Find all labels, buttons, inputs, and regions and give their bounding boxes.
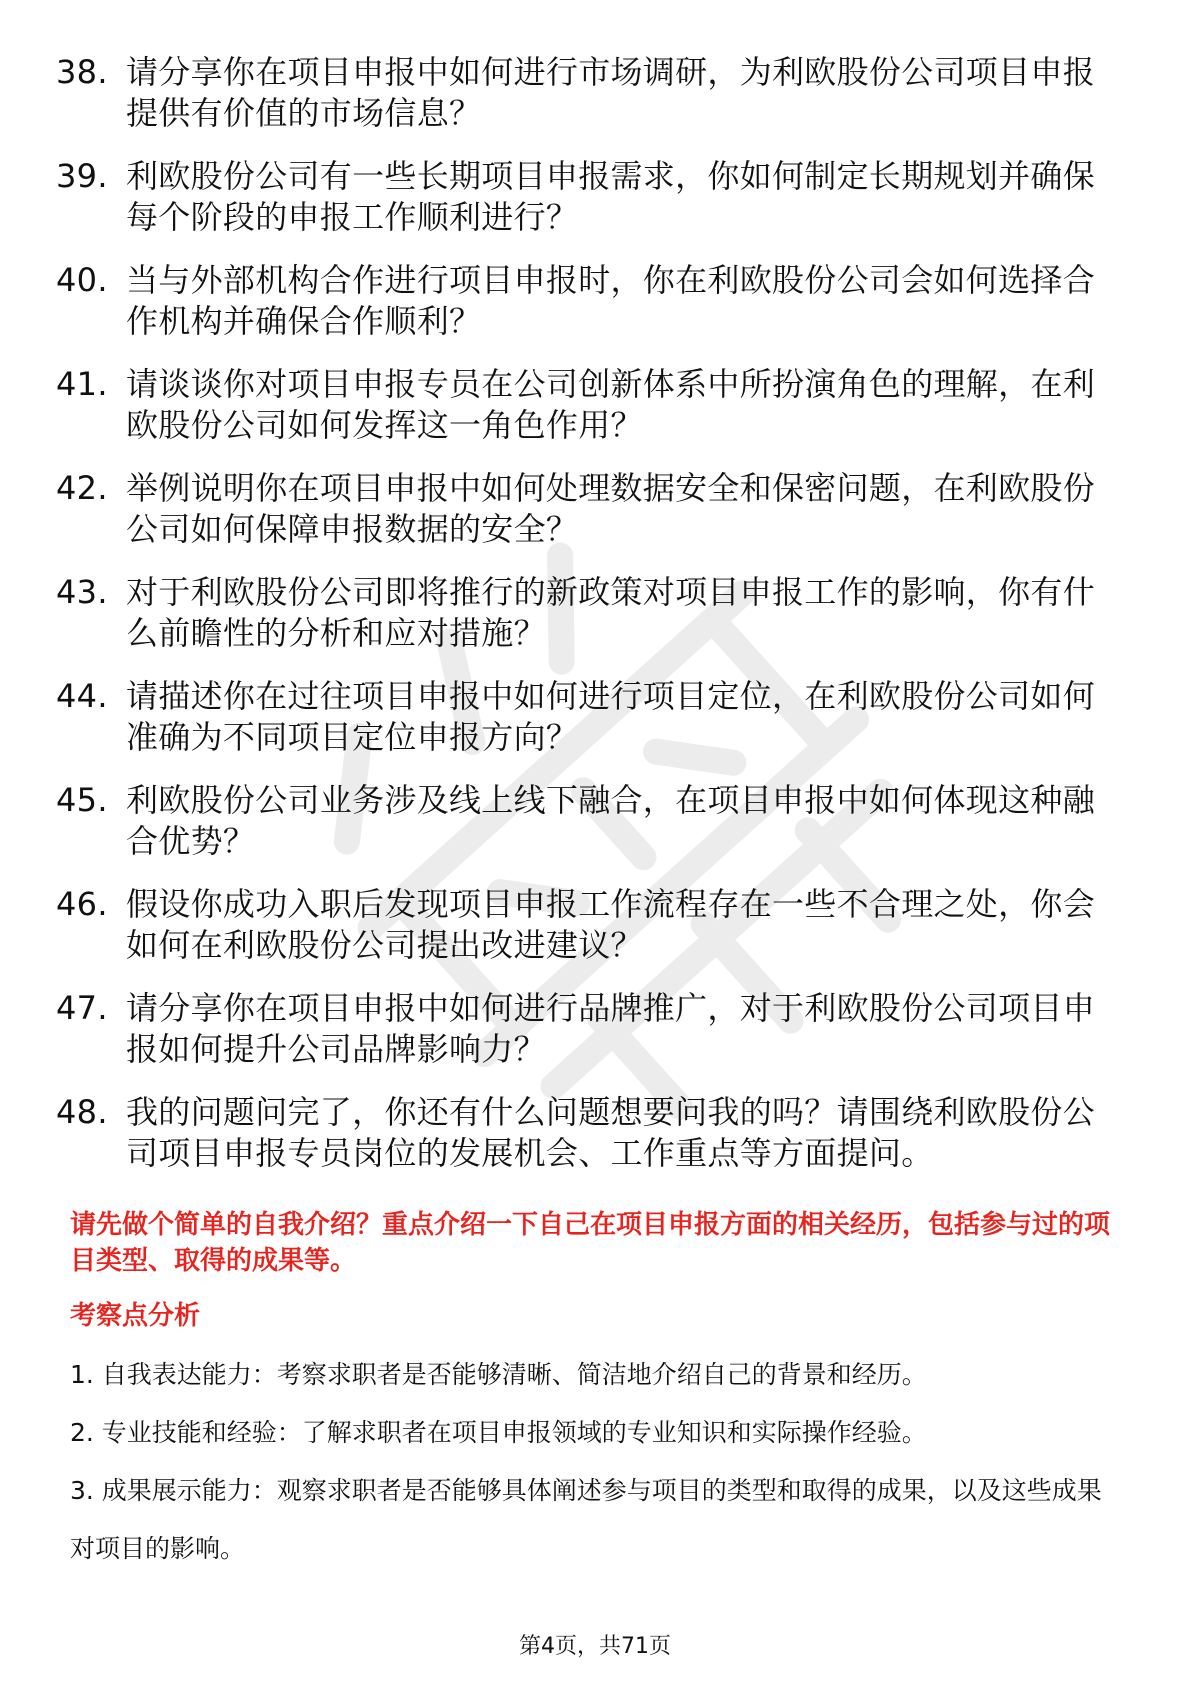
- question-number: 39.: [56, 157, 108, 195]
- question-text: 请分享你在项目申报中如何进行品牌推广，对于利欧股份公司项目申报如何提升公司品牌影响力？: [126, 989, 1096, 1068]
- question-text: 请谈谈你对项目申报专员在公司创新体系中所扮演角色的理解，在利欧股份公司如何发挥这一角色作用？: [126, 365, 1096, 444]
- list-item: [56, 260, 1116, 342]
- analysis-title: 考察点分析: [70, 1301, 201, 1331]
- list-item: [56, 52, 1116, 134]
- question-text: 利欧股份公司业务涉及线上线下融合，在项目申报中如何体现这种融合优势？: [126, 781, 1096, 860]
- list-item: [56, 468, 1116, 550]
- question-number: 40.: [56, 261, 108, 299]
- analysis-list: [70, 1346, 1120, 1578]
- question-text: 举例说明你在项目申报中如何处理数据安全和保密问题，在利欧股份公司如何保障申报数据的安全？: [126, 469, 1096, 548]
- question-list: [56, 52, 1116, 1196]
- question-text: 请描述你在过往项目申报中如何进行项目定位，在利欧股份公司如何准确为不同项目定位申报方向？: [126, 677, 1096, 756]
- page-footer: 第4页，共71页: [519, 1634, 671, 1659]
- list-item: [56, 780, 1116, 862]
- list-item: [56, 988, 1116, 1070]
- question-number: 42.: [56, 469, 108, 507]
- list-item: [56, 676, 1116, 758]
- list-item: [56, 572, 1116, 654]
- question-number: 47.: [56, 989, 108, 1027]
- question-text: 当与外部机构合作进行项目申报时，你在利欧股份公司会如何选择合作机构并确保合作顺利？: [126, 261, 1096, 340]
- question-number: 43.: [56, 573, 108, 611]
- analysis-item: 2. 专业技能和经验：了解求职者在项目申报领域的专业知识和实际操作经验。: [70, 1418, 927, 1447]
- question-text: 请分享你在项目申报中如何进行市场调研，为利欧股份公司项目申报提供有价值的市场信息？: [126, 53, 1096, 132]
- question-number: 45.: [56, 781, 108, 819]
- question-number: 46.: [56, 885, 108, 923]
- list-item: [56, 156, 1116, 238]
- question-text: 利欧股份公司有一些长期项目申报需求，你如何制定长期规划并确保每个阶段的申报工作顺利进行？: [126, 157, 1096, 236]
- question-number: 38.: [56, 53, 108, 91]
- highlight-question: 请先做个简单的自我介绍？重点介绍一下自己在项目申报方面的相关经历，包括参与过的项目类型、取得的成果等。: [70, 1210, 1111, 1276]
- analysis-item: 1. 自我表达能力：考察求职者是否能够清晰、简洁地介绍自己的背景和经历。: [70, 1360, 927, 1389]
- question-number: 48.: [56, 1093, 108, 1131]
- list-item: [56, 884, 1116, 966]
- question-number: 41.: [56, 365, 108, 403]
- question-number: 44.: [56, 677, 108, 715]
- question-text: 假设你成功入职后发现项目申报工作流程存在一些不合理之处，你会如何在利欧股份公司提出改进建议？: [126, 885, 1096, 964]
- question-text: 对于利欧股份公司即将推行的新政策对项目申报工作的影响，你有什么前瞻性的分析和应对措施？: [126, 573, 1096, 652]
- list-item: [56, 1092, 1116, 1174]
- question-text: 我的问题问完了，你还有什么问题想要问我的吗？请围绕利欧股份公司项目申报专员岗位的发展机会、工作重点等方面提问。: [126, 1093, 1096, 1172]
- list-item: [56, 364, 1116, 446]
- analysis-item: 3. 成果展示能力：观察求职者是否能够具体阐述参与项目的类型和取得的成果，以及这些成果对项目的影响。: [70, 1476, 1102, 1563]
